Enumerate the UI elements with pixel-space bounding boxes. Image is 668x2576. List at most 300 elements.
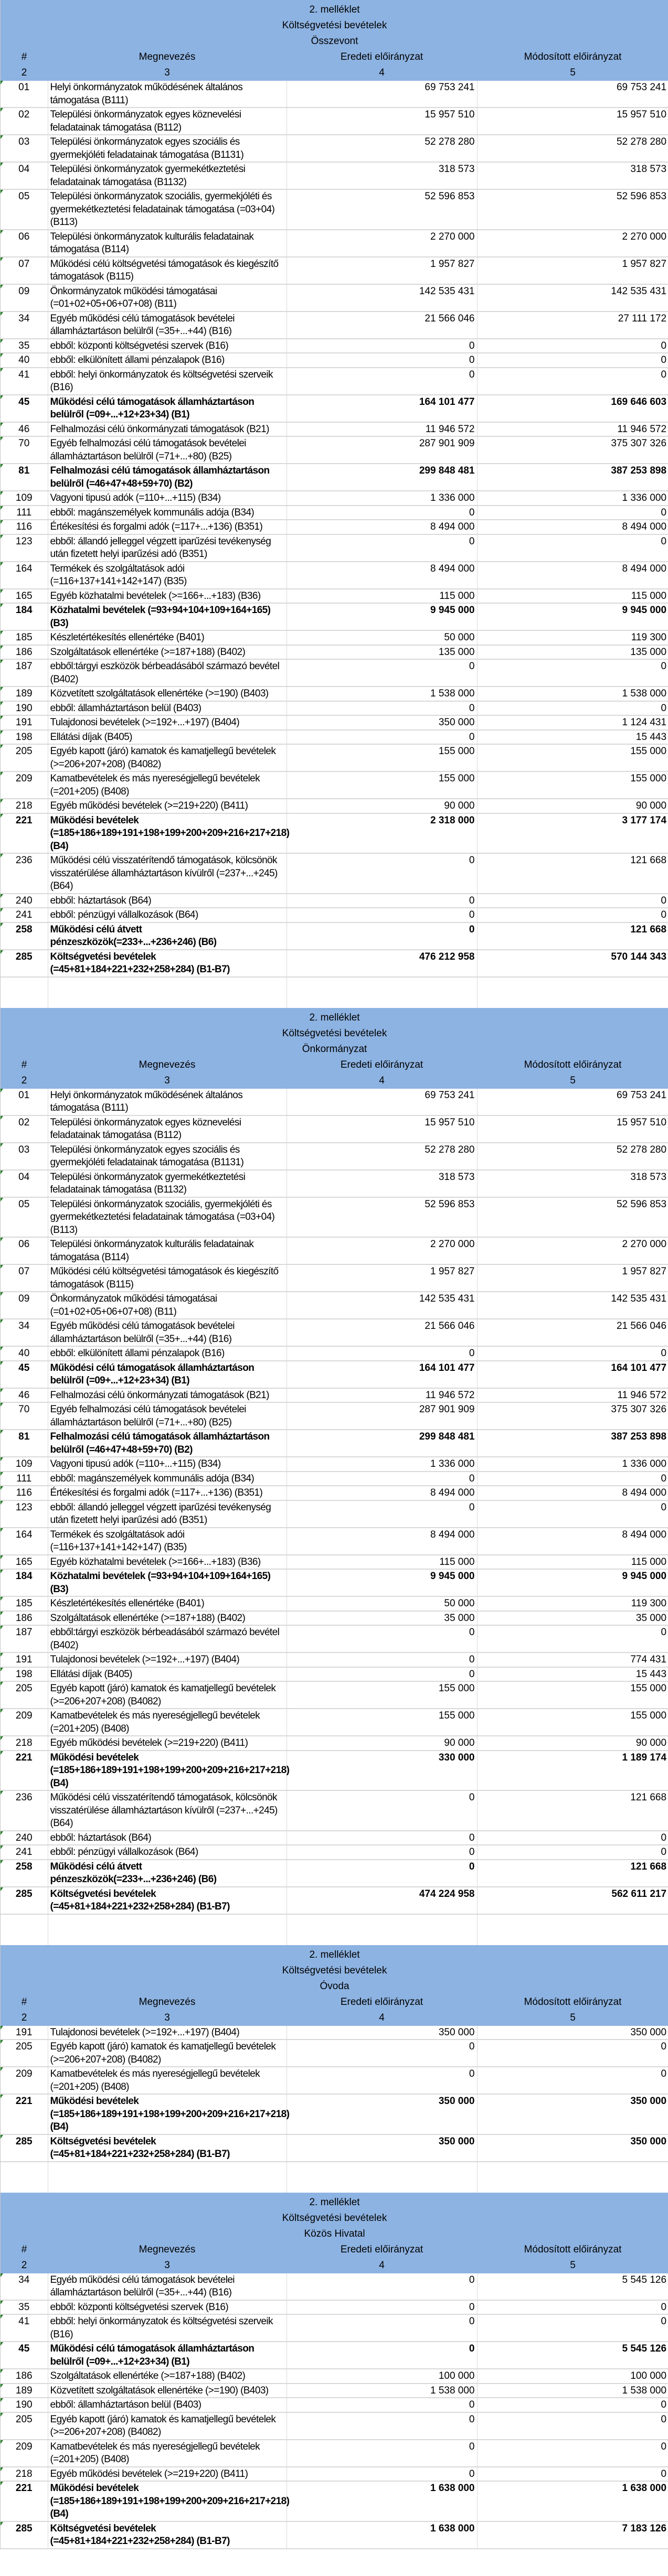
original-appropriation-cell[interactable] xyxy=(287,686,477,701)
table-row[interactable] xyxy=(1,1292,668,1319)
row-name-cell[interactable] xyxy=(48,813,290,854)
row-name-cell[interactable] xyxy=(48,395,287,422)
row-name-cell[interactable] xyxy=(48,2273,287,2300)
modified-appropriation-cell[interactable] xyxy=(477,1319,668,1346)
original-appropriation-cell[interactable] xyxy=(287,562,477,589)
table-row[interactable] xyxy=(1,2398,668,2412)
row-name-cell[interactable] xyxy=(48,506,287,520)
table-row[interactable] xyxy=(1,464,668,491)
row-name-cell[interactable] xyxy=(48,1751,290,1791)
modified-appropriation-cell[interactable] xyxy=(477,1346,668,1361)
original-appropriation-cell[interactable] xyxy=(287,853,477,894)
original-appropriation-cell[interactable] xyxy=(287,922,477,950)
modified-appropriation-cell[interactable] xyxy=(477,589,668,604)
original-appropriation-cell[interactable] xyxy=(287,1736,477,1751)
row-number-cell[interactable] xyxy=(1,715,48,730)
row-number-cell[interactable] xyxy=(1,520,48,534)
original-appropriation-cell[interactable] xyxy=(287,395,477,422)
blank-cell[interactable] xyxy=(48,1914,287,1945)
original-appropriation-cell[interactable] xyxy=(287,1457,477,1472)
modified-appropriation-cell[interactable] xyxy=(477,1845,668,1860)
table-row[interactable] xyxy=(1,1264,668,1292)
original-appropriation-cell[interactable] xyxy=(287,1402,477,1430)
original-appropriation-cell[interactable] xyxy=(287,1388,477,1403)
row-number-cell[interactable] xyxy=(1,1361,48,1388)
row-name-cell[interactable] xyxy=(48,771,287,799)
row-name-cell[interactable] xyxy=(48,589,287,604)
modified-appropriation-cell[interactable] xyxy=(477,2094,668,2134)
modified-appropriation-cell[interactable] xyxy=(477,1652,668,1667)
original-appropriation-cell[interactable] xyxy=(287,799,477,813)
modified-appropriation-cell[interactable] xyxy=(477,2398,668,2412)
modified-appropriation-cell[interactable] xyxy=(477,257,668,284)
row-name-cell[interactable] xyxy=(48,1887,287,1914)
row-number-cell[interactable] xyxy=(1,81,48,108)
row-name-cell[interactable] xyxy=(48,1611,287,1626)
table-row[interactable] xyxy=(1,1457,668,1472)
original-appropriation-cell[interactable] xyxy=(287,1089,477,1115)
original-appropriation-cell[interactable] xyxy=(287,506,477,520)
original-appropriation-cell[interactable] xyxy=(287,894,477,908)
table-row[interactable] xyxy=(1,603,668,630)
row-name-cell[interactable] xyxy=(48,1197,287,1238)
modified-appropriation-cell[interactable] xyxy=(477,1500,668,1528)
table-row[interactable] xyxy=(1,1430,668,1457)
original-appropriation-cell[interactable] xyxy=(287,2314,477,2342)
row-number-cell[interactable] xyxy=(1,353,48,368)
row-number-cell[interactable] xyxy=(1,2440,48,2467)
row-name-cell[interactable] xyxy=(48,603,287,630)
original-appropriation-cell[interactable] xyxy=(287,2521,477,2549)
modified-appropriation-cell[interactable] xyxy=(477,2026,668,2040)
row-name-cell[interactable] xyxy=(48,353,287,368)
original-appropriation-cell[interactable] xyxy=(287,1292,477,1319)
modified-appropriation-cell[interactable] xyxy=(477,1555,668,1570)
row-name-cell[interactable] xyxy=(48,108,287,135)
row-name-cell[interactable] xyxy=(48,1681,287,1709)
table-row[interactable] xyxy=(1,1569,668,1596)
row-name-cell[interactable] xyxy=(48,1667,287,1682)
row-name-cell[interactable] xyxy=(48,534,287,562)
row-name-cell[interactable] xyxy=(48,135,287,162)
row-number-cell[interactable] xyxy=(1,1528,48,1555)
modified-appropriation-cell[interactable] xyxy=(477,853,668,894)
original-appropriation-cell[interactable] xyxy=(287,436,477,464)
table-row[interactable] xyxy=(1,520,668,534)
modified-appropriation-cell[interactable] xyxy=(477,950,668,977)
blank-cell[interactable] xyxy=(477,977,668,1008)
blank-row[interactable] xyxy=(1,1914,668,1945)
row-name-cell[interactable] xyxy=(48,1430,287,1457)
row-name-cell[interactable] xyxy=(48,422,287,437)
modified-appropriation-cell[interactable] xyxy=(477,230,668,257)
modified-appropriation-cell[interactable] xyxy=(477,422,668,437)
row-name-cell[interactable] xyxy=(48,2314,287,2342)
modified-appropriation-cell[interactable] xyxy=(477,2134,668,2162)
original-appropriation-cell[interactable] xyxy=(287,2094,477,2134)
row-number-cell[interactable] xyxy=(1,853,48,894)
row-name-cell[interactable] xyxy=(48,2521,287,2549)
row-number-cell[interactable] xyxy=(1,257,48,284)
modified-appropriation-cell[interactable] xyxy=(477,1457,668,1472)
row-name-cell[interactable] xyxy=(48,284,287,312)
row-name-cell[interactable] xyxy=(48,1486,287,1500)
row-number-cell[interactable] xyxy=(1,1292,48,1319)
row-name-cell[interactable] xyxy=(48,744,287,771)
row-number-cell[interactable] xyxy=(1,2026,48,2040)
row-number-cell[interactable] xyxy=(1,1790,48,1831)
table-row[interactable] xyxy=(1,2467,668,2482)
row-number-cell[interactable] xyxy=(1,135,48,162)
modified-appropriation-cell[interactable] xyxy=(477,1237,668,1264)
modified-appropriation-cell[interactable] xyxy=(477,603,668,630)
row-name-cell[interactable] xyxy=(48,1237,287,1264)
row-name-cell[interactable] xyxy=(48,1388,287,1403)
table-row[interactable] xyxy=(1,108,668,135)
table-row[interactable] xyxy=(1,1402,668,1430)
original-appropriation-cell[interactable] xyxy=(287,2412,477,2440)
table-row[interactable] xyxy=(1,659,668,686)
original-appropriation-cell[interactable] xyxy=(287,1197,477,1238)
modified-appropriation-cell[interactable] xyxy=(477,2384,668,2398)
original-appropriation-cell[interactable] xyxy=(287,1709,477,1736)
table-row[interactable] xyxy=(1,2384,668,2398)
original-appropriation-cell[interactable] xyxy=(287,645,477,660)
modified-appropriation-cell[interactable] xyxy=(477,1887,668,1914)
table-row[interactable] xyxy=(1,1611,668,1626)
blank-row[interactable] xyxy=(1,977,668,1008)
row-number-cell[interactable] xyxy=(1,2273,48,2300)
original-appropriation-cell[interactable] xyxy=(287,108,477,135)
row-number-cell[interactable] xyxy=(1,1115,48,1143)
table-row[interactable] xyxy=(1,189,668,230)
modified-appropriation-cell[interactable] xyxy=(477,395,668,422)
row-name-cell[interactable] xyxy=(48,257,287,284)
table-row[interactable] xyxy=(1,1528,668,1555)
original-appropriation-cell[interactable] xyxy=(287,1500,477,1528)
row-name-cell[interactable] xyxy=(48,2440,287,2467)
original-appropriation-cell[interactable] xyxy=(287,2440,477,2467)
table-row[interactable] xyxy=(1,853,668,894)
original-appropriation-cell[interactable] xyxy=(287,1681,477,1709)
row-name-cell[interactable] xyxy=(48,1736,287,1751)
blank-cell[interactable] xyxy=(287,977,477,1008)
row-number-cell[interactable] xyxy=(1,813,48,854)
row-number-cell[interactable] xyxy=(1,1681,48,1709)
original-appropriation-cell[interactable] xyxy=(287,1751,477,1791)
table-row[interactable] xyxy=(1,1346,668,1361)
original-appropriation-cell[interactable] xyxy=(287,589,477,604)
row-number-cell[interactable] xyxy=(1,1430,48,1457)
modified-appropriation-cell[interactable] xyxy=(477,1860,668,1887)
modified-appropriation-cell[interactable] xyxy=(477,1486,668,1500)
row-number-cell[interactable] xyxy=(1,1555,48,1570)
row-number-cell[interactable] xyxy=(1,1170,48,1197)
modified-appropriation-cell[interactable] xyxy=(477,1430,668,1457)
row-name-cell[interactable] xyxy=(48,162,287,189)
original-appropriation-cell[interactable] xyxy=(287,701,477,716)
table-row[interactable] xyxy=(1,2314,668,2342)
row-name-cell[interactable] xyxy=(48,1472,287,1486)
original-appropriation-cell[interactable] xyxy=(287,189,477,230)
table-row[interactable] xyxy=(1,950,668,977)
original-appropriation-cell[interactable] xyxy=(287,1611,477,1626)
row-name-cell[interactable] xyxy=(48,1143,287,1170)
modified-appropriation-cell[interactable] xyxy=(477,2369,668,2384)
row-number-cell[interactable] xyxy=(1,1264,48,1292)
table-row[interactable] xyxy=(1,2481,668,2521)
row-number-cell[interactable] xyxy=(1,2342,48,2369)
row-name-cell[interactable] xyxy=(48,1089,287,1115)
original-appropriation-cell[interactable] xyxy=(287,2467,477,2482)
row-name-cell[interactable] xyxy=(48,1170,287,1197)
row-name-cell[interactable] xyxy=(48,1528,287,1555)
original-appropriation-cell[interactable] xyxy=(287,520,477,534)
modified-appropriation-cell[interactable] xyxy=(477,1667,668,1682)
original-appropriation-cell[interactable] xyxy=(287,422,477,437)
modified-appropriation-cell[interactable] xyxy=(477,799,668,813)
modified-appropriation-cell[interactable] xyxy=(477,1611,668,1626)
modified-appropriation-cell[interactable] xyxy=(477,744,668,771)
table-row[interactable] xyxy=(1,422,668,437)
row-name-cell[interactable] xyxy=(48,1625,287,1652)
row-number-cell[interactable] xyxy=(1,422,48,437)
row-name-cell[interactable] xyxy=(48,1555,287,1570)
modified-appropriation-cell[interactable] xyxy=(477,715,668,730)
modified-appropriation-cell[interactable] xyxy=(477,2521,668,2549)
original-appropriation-cell[interactable] xyxy=(287,1790,477,1831)
table-row[interactable] xyxy=(1,1197,668,1238)
blank-row[interactable] xyxy=(1,2162,668,2193)
table-row[interactable] xyxy=(1,630,668,645)
original-appropriation-cell[interactable] xyxy=(287,744,477,771)
modified-appropriation-cell[interactable] xyxy=(477,189,668,230)
modified-appropriation-cell[interactable] xyxy=(477,1115,668,1143)
row-number-cell[interactable] xyxy=(1,1831,48,1845)
original-appropriation-cell[interactable] xyxy=(287,1887,477,1914)
row-name-cell[interactable] xyxy=(48,368,287,395)
row-name-cell[interactable] xyxy=(48,2369,287,2384)
row-name-cell[interactable] xyxy=(48,659,287,686)
modified-appropriation-cell[interactable] xyxy=(477,368,668,395)
original-appropriation-cell[interactable] xyxy=(287,2369,477,2384)
row-name-cell[interactable] xyxy=(48,2067,287,2094)
table-row[interactable] xyxy=(1,771,668,799)
row-number-cell[interactable] xyxy=(1,645,48,660)
row-number-cell[interactable] xyxy=(1,2300,48,2315)
table-row[interactable] xyxy=(1,1845,668,1860)
table-row[interactable] xyxy=(1,1486,668,1500)
row-number-cell[interactable] xyxy=(1,395,48,422)
table-row[interactable] xyxy=(1,2369,668,2384)
row-name-cell[interactable] xyxy=(48,189,287,230)
row-number-cell[interactable] xyxy=(1,2467,48,2482)
row-name-cell[interactable] xyxy=(48,491,287,506)
row-number-cell[interactable] xyxy=(1,744,48,771)
modified-appropriation-cell[interactable] xyxy=(477,436,668,464)
original-appropriation-cell[interactable] xyxy=(287,230,477,257)
original-appropriation-cell[interactable] xyxy=(287,2134,477,2162)
modified-appropriation-cell[interactable] xyxy=(477,1831,668,1845)
row-number-cell[interactable] xyxy=(1,1319,48,1346)
row-number-cell[interactable] xyxy=(1,1845,48,1860)
original-appropriation-cell[interactable] xyxy=(287,1319,477,1346)
modified-appropriation-cell[interactable] xyxy=(477,1388,668,1403)
row-number-cell[interactable] xyxy=(1,1500,48,1528)
original-appropriation-cell[interactable] xyxy=(287,1596,477,1611)
table-row[interactable] xyxy=(1,1388,668,1403)
row-name-cell[interactable] xyxy=(48,1457,287,1472)
original-appropriation-cell[interactable] xyxy=(287,1143,477,1170)
row-name-cell[interactable] xyxy=(48,2481,290,2521)
row-number-cell[interactable] xyxy=(1,603,48,630)
original-appropriation-cell[interactable] xyxy=(287,2040,477,2067)
table-row[interactable] xyxy=(1,686,668,701)
table-row[interactable] xyxy=(1,589,668,604)
modified-appropriation-cell[interactable] xyxy=(477,353,668,368)
row-name-cell[interactable] xyxy=(48,2412,287,2440)
modified-appropriation-cell[interactable] xyxy=(477,1681,668,1709)
row-number-cell[interactable] xyxy=(1,1486,48,1500)
row-name-cell[interactable] xyxy=(48,1346,287,1361)
modified-appropriation-cell[interactable] xyxy=(477,1709,668,1736)
original-appropriation-cell[interactable] xyxy=(287,1170,477,1197)
table-row[interactable] xyxy=(1,1652,668,1667)
original-appropriation-cell[interactable] xyxy=(287,1667,477,1682)
table-row[interactable] xyxy=(1,1709,668,1736)
original-appropriation-cell[interactable] xyxy=(287,2398,477,2412)
modified-appropriation-cell[interactable] xyxy=(477,771,668,799)
table-row[interactable] xyxy=(1,368,668,395)
modified-appropriation-cell[interactable] xyxy=(477,630,668,645)
row-number-cell[interactable] xyxy=(1,1457,48,1472)
original-appropriation-cell[interactable] xyxy=(287,908,477,922)
table-row[interactable] xyxy=(1,730,668,745)
modified-appropriation-cell[interactable] xyxy=(477,339,668,353)
row-number-cell[interactable] xyxy=(1,1625,48,1652)
table-row[interactable] xyxy=(1,2342,668,2369)
modified-appropriation-cell[interactable] xyxy=(477,1736,668,1751)
table-row[interactable] xyxy=(1,1555,668,1570)
modified-appropriation-cell[interactable] xyxy=(477,1361,668,1388)
row-number-cell[interactable] xyxy=(1,922,48,950)
row-number-cell[interactable] xyxy=(1,1596,48,1611)
row-number-cell[interactable] xyxy=(1,1197,48,1238)
row-name-cell[interactable] xyxy=(48,2026,287,2040)
modified-appropriation-cell[interactable] xyxy=(477,1569,668,1596)
modified-appropriation-cell[interactable] xyxy=(477,2040,668,2067)
row-number-cell[interactable] xyxy=(1,730,48,745)
table-row[interactable] xyxy=(1,1887,668,1914)
table-row[interactable] xyxy=(1,257,668,284)
table-row[interactable] xyxy=(1,2440,668,2467)
modified-appropriation-cell[interactable] xyxy=(477,1264,668,1292)
original-appropriation-cell[interactable] xyxy=(287,2300,477,2315)
row-number-cell[interactable] xyxy=(1,1860,48,1887)
table-row[interactable] xyxy=(1,1667,668,1682)
table-row[interactable] xyxy=(1,81,668,108)
modified-appropriation-cell[interactable] xyxy=(477,645,668,660)
row-name-cell[interactable] xyxy=(48,1831,287,1845)
row-number-cell[interactable] xyxy=(1,1887,48,1914)
blank-cell[interactable] xyxy=(287,2162,477,2193)
original-appropriation-cell[interactable] xyxy=(287,353,477,368)
table-row[interactable] xyxy=(1,230,668,257)
table-row[interactable] xyxy=(1,701,668,716)
row-name-cell[interactable] xyxy=(48,436,287,464)
row-number-cell[interactable] xyxy=(1,908,48,922)
table-row[interactable] xyxy=(1,1237,668,1264)
row-number-cell[interactable] xyxy=(1,701,48,716)
table-row[interactable] xyxy=(1,1361,668,1388)
modified-appropriation-cell[interactable] xyxy=(477,506,668,520)
row-number-cell[interactable] xyxy=(1,2314,48,2342)
table-row[interactable] xyxy=(1,1751,668,1791)
table-row[interactable] xyxy=(1,1790,668,1831)
table-row[interactable] xyxy=(1,1115,668,1143)
modified-appropriation-cell[interactable] xyxy=(477,1292,668,1319)
row-name-cell[interactable] xyxy=(48,1845,287,1860)
row-name-cell[interactable] xyxy=(48,2094,290,2134)
table-row[interactable] xyxy=(1,2094,668,2134)
row-name-cell[interactable] xyxy=(48,1115,287,1143)
original-appropriation-cell[interactable] xyxy=(287,771,477,799)
modified-appropriation-cell[interactable] xyxy=(477,1143,668,1170)
row-number-cell[interactable] xyxy=(1,464,48,491)
original-appropriation-cell[interactable] xyxy=(287,257,477,284)
table-row[interactable] xyxy=(1,715,668,730)
row-number-cell[interactable] xyxy=(1,1472,48,1486)
table-row[interactable] xyxy=(1,395,668,422)
blank-cell[interactable] xyxy=(48,2162,287,2193)
row-number-cell[interactable] xyxy=(1,894,48,908)
original-appropriation-cell[interactable] xyxy=(287,1555,477,1570)
blank-cell[interactable] xyxy=(477,2162,668,2193)
table-row[interactable] xyxy=(1,2521,668,2549)
row-number-cell[interactable] xyxy=(1,1611,48,1626)
table-row[interactable] xyxy=(1,813,668,854)
table-row[interactable] xyxy=(1,1681,668,1709)
row-number-cell[interactable] xyxy=(1,1237,48,1264)
modified-appropriation-cell[interactable] xyxy=(477,562,668,589)
original-appropriation-cell[interactable] xyxy=(287,339,477,353)
modified-appropriation-cell[interactable] xyxy=(477,686,668,701)
row-name-cell[interactable] xyxy=(48,908,287,922)
row-name-cell[interactable] xyxy=(48,1596,287,1611)
row-name-cell[interactable] xyxy=(48,2384,287,2398)
original-appropriation-cell[interactable] xyxy=(287,1652,477,1667)
modified-appropriation-cell[interactable] xyxy=(477,659,668,686)
modified-appropriation-cell[interactable] xyxy=(477,1402,668,1430)
table-row[interactable] xyxy=(1,2273,668,2300)
table-row[interactable] xyxy=(1,339,668,353)
original-appropriation-cell[interactable] xyxy=(287,730,477,745)
table-row[interactable] xyxy=(1,2412,668,2440)
row-number-cell[interactable] xyxy=(1,2412,48,2440)
row-name-cell[interactable] xyxy=(48,1319,287,1346)
row-name-cell[interactable] xyxy=(48,1500,287,1528)
table-row[interactable] xyxy=(1,284,668,312)
modified-appropriation-cell[interactable] xyxy=(477,284,668,312)
table-row[interactable] xyxy=(1,2026,668,2040)
row-number-cell[interactable] xyxy=(1,2384,48,2398)
row-number-cell[interactable] xyxy=(1,2369,48,2384)
row-number-cell[interactable] xyxy=(1,339,48,353)
modified-appropriation-cell[interactable] xyxy=(477,1528,668,1555)
table-row[interactable] xyxy=(1,799,668,813)
row-number-cell[interactable] xyxy=(1,1346,48,1361)
row-name-cell[interactable] xyxy=(48,2040,287,2067)
